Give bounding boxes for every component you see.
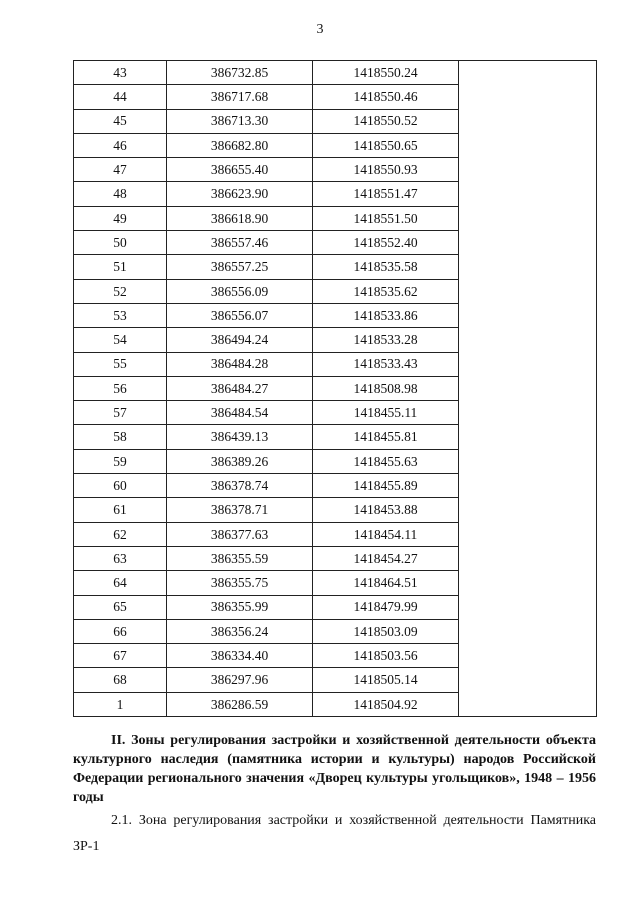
y-coordinate-cell: 1418552.40 [313, 231, 459, 255]
x-coordinate-cell: 386623.90 [167, 182, 313, 206]
x-coordinate-cell: 386732.85 [167, 61, 313, 85]
x-coordinate-cell: 386655.40 [167, 158, 313, 182]
point-number-cell: 65 [74, 595, 167, 619]
y-coordinate-cell: 1418453.88 [313, 498, 459, 522]
y-coordinate-cell: 1418551.47 [313, 182, 459, 206]
y-coordinate-cell: 1418455.81 [313, 425, 459, 449]
point-number-cell: 47 [74, 158, 167, 182]
y-coordinate-cell: 1418479.99 [313, 595, 459, 619]
y-coordinate-cell: 1418455.11 [313, 401, 459, 425]
table-row [74, 61, 597, 85]
y-coordinate-cell: 1418535.58 [313, 255, 459, 279]
point-number-cell: 55 [74, 352, 167, 376]
point-number-cell: 61 [74, 498, 167, 522]
point-number-cell: 57 [74, 401, 167, 425]
x-coordinate-cell: 386355.99 [167, 595, 313, 619]
x-coordinate-cell: 386618.90 [167, 206, 313, 230]
zone-paragraph [73, 808, 596, 860]
x-coordinate-cell: 386378.74 [167, 474, 313, 498]
x-coordinate-cell: 386557.46 [167, 231, 313, 255]
y-coordinate-cell: 1418508.98 [313, 376, 459, 400]
x-coordinate-cell: 386557.25 [167, 255, 313, 279]
y-coordinate-cell: 1418535.62 [313, 279, 459, 303]
y-coordinate-cell: 1418533.86 [313, 303, 459, 327]
y-coordinate-cell: 1418454.27 [313, 546, 459, 570]
y-coordinate-cell: 1418550.24 [313, 61, 459, 85]
y-coordinate-cell: 1418503.56 [313, 644, 459, 668]
point-number-cell: 53 [74, 303, 167, 327]
y-coordinate-cell: 1418464.51 [313, 571, 459, 595]
y-coordinate-cell: 1418503.09 [313, 619, 459, 643]
point-number-cell: 52 [74, 279, 167, 303]
point-number-cell: 56 [74, 376, 167, 400]
x-coordinate-cell: 386494.24 [167, 328, 313, 352]
point-number-cell: 54 [74, 328, 167, 352]
point-number-cell: 43 [74, 61, 167, 85]
x-coordinate-cell: 386484.28 [167, 352, 313, 376]
zone-paragraph-text: 2.1. Зона регулирования застройки и хозяйственной деятельности Памятника ЗР-1 [73, 813, 596, 854]
x-coordinate-cell: 386484.27 [167, 376, 313, 400]
point-number-cell: 60 [74, 474, 167, 498]
point-number-cell: 48 [74, 182, 167, 206]
x-coordinate-cell: 386484.54 [167, 401, 313, 425]
y-coordinate-cell: 1418533.28 [313, 328, 459, 352]
coordinates-table [73, 60, 597, 717]
point-number-cell: 50 [74, 231, 167, 255]
y-coordinate-cell: 1418550.93 [313, 158, 459, 182]
x-coordinate-cell: 386355.59 [167, 546, 313, 570]
x-coordinate-cell: 386355.75 [167, 571, 313, 595]
x-coordinate-cell: 386556.09 [167, 279, 313, 303]
y-coordinate-cell: 1418550.52 [313, 109, 459, 133]
point-number-cell: 45 [74, 109, 167, 133]
x-coordinate-cell: 386377.63 [167, 522, 313, 546]
x-coordinate-cell: 386334.40 [167, 644, 313, 668]
y-coordinate-cell: 1418505.14 [313, 668, 459, 692]
x-coordinate-cell: 386556.07 [167, 303, 313, 327]
y-coordinate-cell: 1418550.46 [313, 85, 459, 109]
section-heading-text: II. Зоны регулирования застройки и хозяйственной деятельности объекта культурного наследия (памятника истории и культуры) народов Российской Федерации регионального значения «Дворец культуры угольщиков», 1948 – 1956 годы [73, 733, 596, 805]
x-coordinate-cell: 386682.80 [167, 133, 313, 157]
point-number-cell: 46 [74, 133, 167, 157]
point-number-cell: 67 [74, 644, 167, 668]
point-number-cell: 59 [74, 449, 167, 473]
point-number-cell: 44 [74, 85, 167, 109]
x-coordinate-cell: 386389.26 [167, 449, 313, 473]
x-coordinate-cell: 386297.96 [167, 668, 313, 692]
point-number-cell: 58 [74, 425, 167, 449]
merged-empty-cell [459, 61, 597, 717]
coordinates-table-body [74, 61, 597, 717]
y-coordinate-cell: 1418551.50 [313, 206, 459, 230]
section-heading [73, 731, 596, 807]
y-coordinate-cell: 1418550.65 [313, 133, 459, 157]
point-number-cell: 62 [74, 522, 167, 546]
x-coordinate-cell: 386717.68 [167, 85, 313, 109]
x-coordinate-cell: 386439.13 [167, 425, 313, 449]
point-number-cell: 63 [74, 546, 167, 570]
x-coordinate-cell: 386356.24 [167, 619, 313, 643]
point-number-cell: 1 [74, 692, 167, 716]
y-coordinate-cell: 1418455.89 [313, 474, 459, 498]
point-number-cell: 66 [74, 619, 167, 643]
y-coordinate-cell: 1418455.63 [313, 449, 459, 473]
point-number-cell: 64 [74, 571, 167, 595]
x-coordinate-cell: 386286.59 [167, 692, 313, 716]
point-number-cell: 49 [74, 206, 167, 230]
y-coordinate-cell: 1418533.43 [313, 352, 459, 376]
page-number: 3 [316, 22, 324, 37]
point-number-cell: 51 [74, 255, 167, 279]
x-coordinate-cell: 386713.30 [167, 109, 313, 133]
y-coordinate-cell: 1418454.11 [313, 522, 459, 546]
y-coordinate-cell: 1418504.92 [313, 692, 459, 716]
point-number-cell: 68 [74, 668, 167, 692]
x-coordinate-cell: 386378.71 [167, 498, 313, 522]
